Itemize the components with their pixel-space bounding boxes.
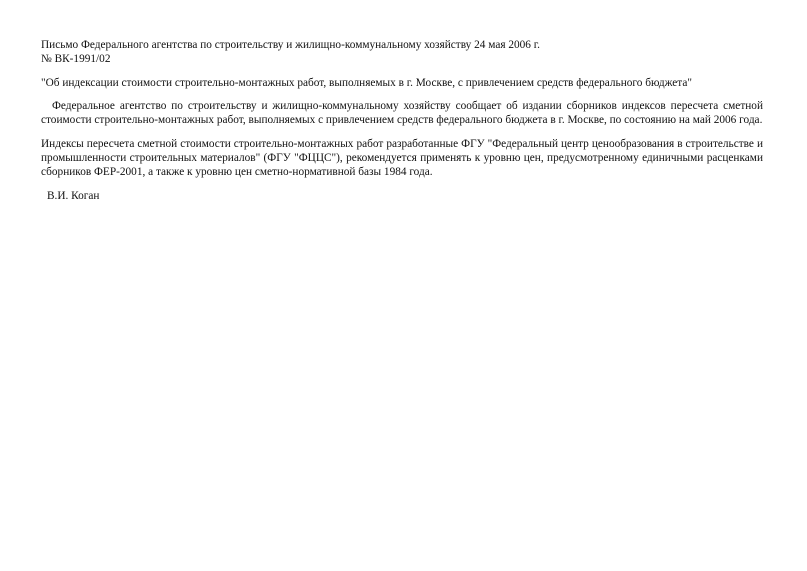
letter-number: № ВК-1991/02 [41, 53, 111, 65]
letter-title: Письмо Федерального агентства по строительству и жилищно-коммунальному хозяйству 24 мая 2006 г. [41, 39, 540, 51]
paragraph-announcement: Федеральное агентство по строительству и жилищно-коммунальному хозяйству сообщает об издании сборников индексов пересчета сметной стоимости строительно-монтажных работ, выполняемых с привлечением средств федерального бюджета в г. Москве, по состоянию на май 2006 года. [41, 100, 763, 126]
document-heading [41, 38, 763, 66]
paragraph-indices: Индексы пересчета сметной стоимости строительно-монтажных работ разработанные ФГУ "Федеральный центр ценообразования в строительстве и промышленности строительных материалов" (ФГУ "ФЦЦС"), рекомендуется применять к уровню цен, предусмотренному единичными расценками сборников ФЕР-2001, а также к уровню цен сметно-нормативной базы 1984 года. [41, 138, 763, 178]
signature: В.И. Коган [47, 190, 100, 202]
letter-subject: "Об индексации стоимости строительно-монтажных работ, выполняемых в г. Москве, с привлечением средств федерального бюджета" [41, 77, 692, 89]
document-body [41, 38, 763, 203]
